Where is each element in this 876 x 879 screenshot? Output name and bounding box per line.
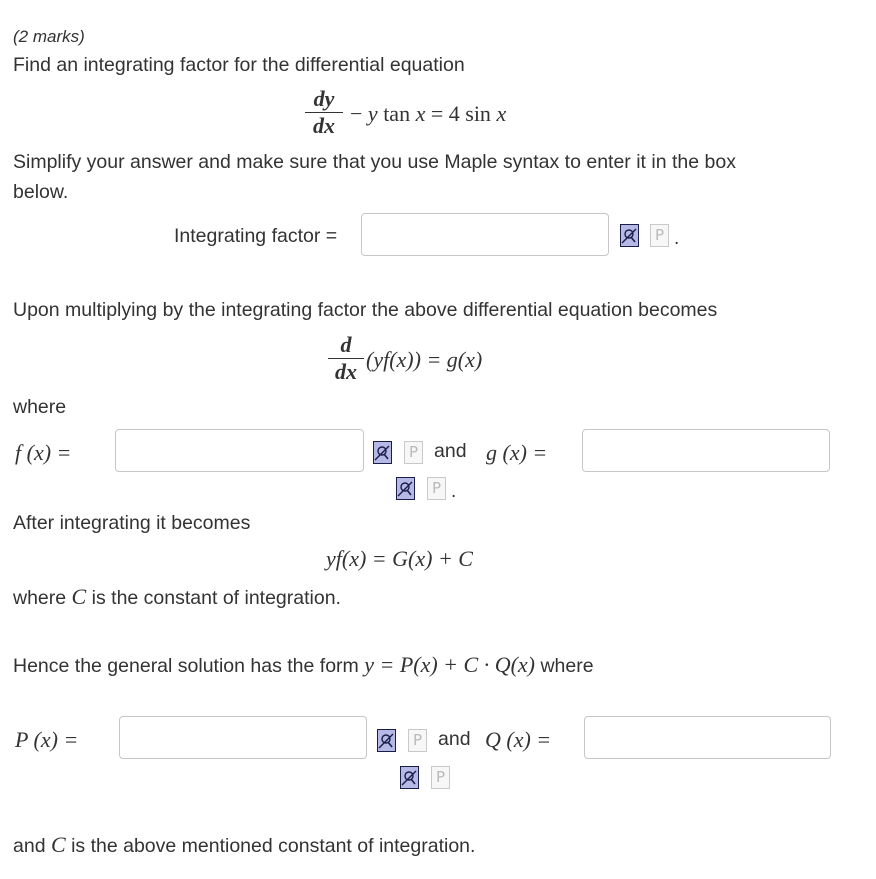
ode-x2: x	[496, 101, 507, 126]
Q-label: Q (x) =	[485, 727, 552, 752]
part3-where-post: is the constant of integration.	[91, 587, 341, 609]
preview-icon[interactable]	[400, 766, 419, 789]
preview-icon[interactable]	[620, 224, 639, 247]
P-label: P (x) =	[15, 727, 79, 752]
part2-equation: (yf(x)) = g(x)	[366, 347, 483, 372]
Q-input[interactable]	[584, 716, 831, 759]
part3-where	[13, 584, 341, 610]
ode-tan: tan	[383, 101, 411, 126]
part4-intro	[13, 652, 594, 678]
integrating-factor-input[interactable]	[361, 213, 609, 256]
and-label: and	[434, 440, 467, 462]
part4-intro-pre: Hence the general solution has the form	[13, 655, 359, 677]
part4-intro-math: y = P(x) + C · Q(x)	[364, 652, 536, 677]
ode-fraction	[305, 86, 343, 139]
instruction-line1: Simplify your answer and make sure that you use Maple syntax to enter it in the box	[13, 151, 736, 173]
preview-icon[interactable]	[396, 477, 415, 500]
instruction-line2: below.	[13, 181, 69, 203]
syntax-help-icon[interactable]: P	[431, 766, 450, 789]
ode-x: x	[415, 101, 426, 126]
period: .	[674, 228, 680, 249]
part2-numerator: d	[340, 332, 352, 357]
part3-where-pre: where	[13, 587, 67, 609]
question-prompt: Find an integrating factor for the differential equation	[13, 54, 465, 76]
g-input[interactable]	[582, 429, 830, 472]
preview-icon[interactable]	[373, 441, 392, 464]
f-input[interactable]	[115, 429, 364, 472]
part3-C: C	[71, 584, 87, 609]
integrating-factor-label: Integrating factor =	[174, 225, 338, 247]
where-label: where	[13, 396, 67, 418]
syntax-help-icon[interactable]: P	[650, 224, 669, 247]
final-post: is the above mentioned constant of integration.	[71, 835, 476, 857]
ode-numerator: dy	[313, 86, 335, 111]
f-label: f (x) =	[15, 440, 72, 465]
final-pre: and	[13, 835, 46, 857]
final-C: C	[50, 832, 66, 857]
part2-denominator: dx	[328, 358, 364, 385]
part3-equation: yf(x) = G(x) + C	[326, 546, 473, 571]
ode-minus: −	[350, 101, 363, 126]
ode-denominator: dx	[305, 112, 343, 139]
ode-y: y	[367, 101, 378, 126]
part2-intro: Upon multiplying by the integrating factor the above differential equation becomes	[13, 299, 718, 321]
syntax-help-icon[interactable]: P	[404, 441, 423, 464]
ode-rest	[350, 101, 506, 127]
marks-label: (2 marks)	[13, 27, 85, 46]
final-note	[13, 832, 475, 858]
part3-intro: After integrating it becomes	[13, 512, 251, 534]
preview-icon[interactable]	[377, 729, 396, 752]
ode-eq: = 4 sin	[430, 101, 491, 126]
part4-intro-post: where	[540, 655, 594, 677]
P-input[interactable]	[119, 716, 367, 759]
and-label: and	[438, 728, 471, 750]
syntax-help-icon[interactable]: P	[408, 729, 427, 752]
g-label: g (x) =	[486, 440, 548, 465]
syntax-help-icon[interactable]: P	[427, 477, 446, 500]
period: .	[451, 481, 457, 502]
part2-fraction	[328, 332, 364, 385]
